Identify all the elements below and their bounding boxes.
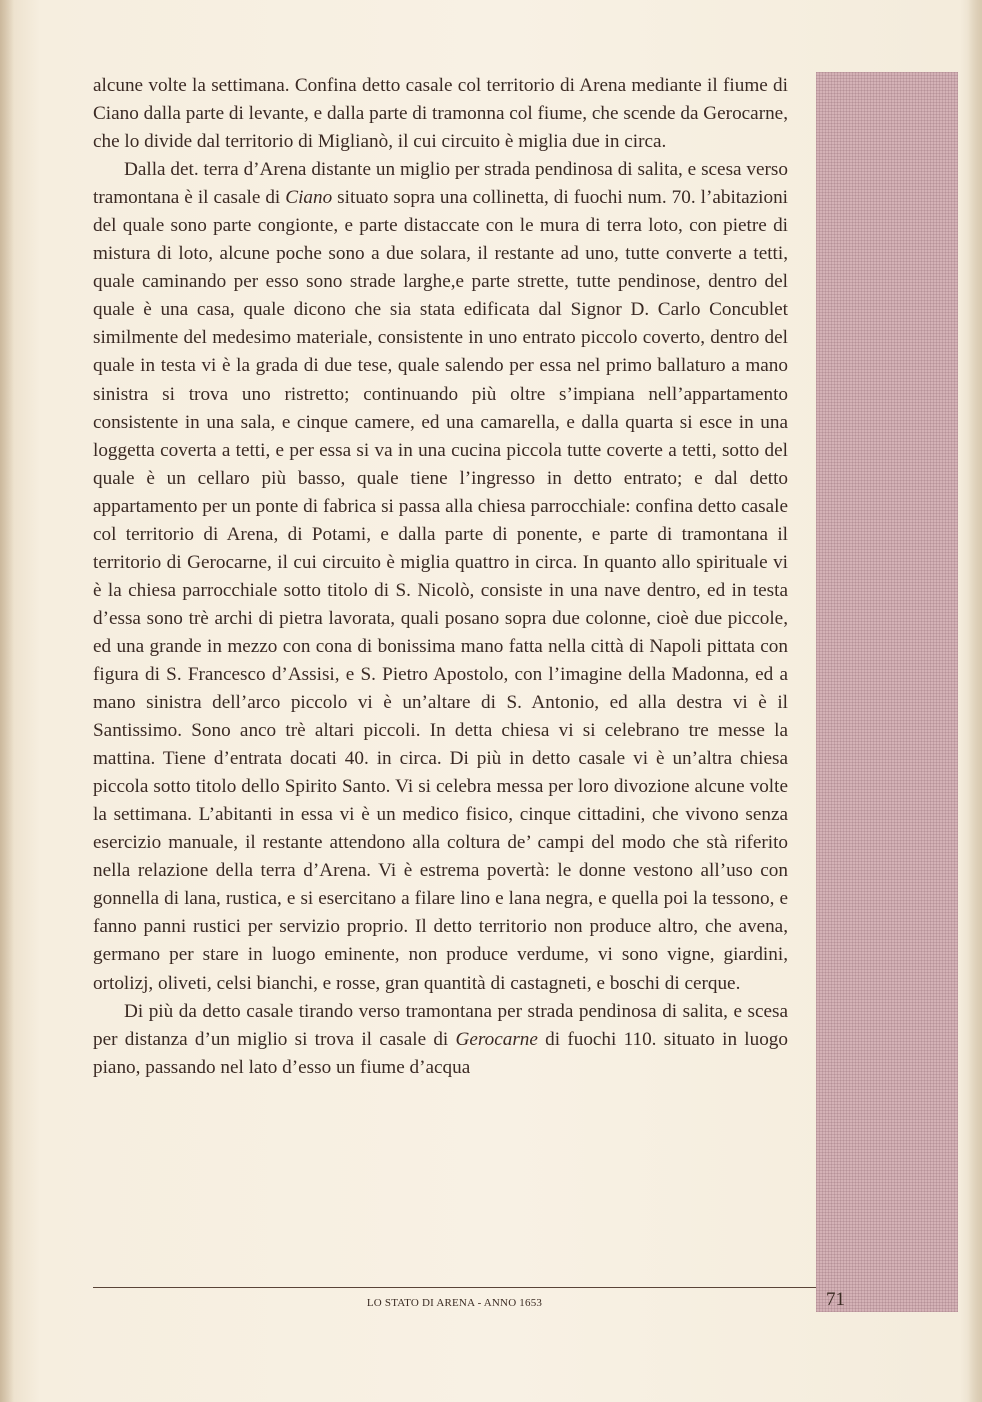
running-head: LO STATO DI ARENA - ANNO 1653 [366, 1297, 543, 1309]
page-edge [968, 0, 982, 1402]
footer-rule [93, 1287, 816, 1288]
paragraph-gerocarne [93, 998, 788, 1082]
paragraph-ciano [93, 156, 788, 997]
page-number: 71 [826, 1289, 845, 1310]
gutter-shadow [0, 0, 14, 1402]
paragraph-text: situato sopra una collinetta, di fuochi num. 70. l’abitazioni del quale sono parte congionte, e parte distaccate con le mura di terra loto, con pietre di mistura di loto, alcune poche sono a due solara, il restante ad uno, tutte converte a tetti, quale caminando per esso sono strade larghe,e parte strette, tutte pendinose, dentro del quale è una casa, quale dicono che sia stata edificata dal Signor D. Carlo Concublet similmente del medesimo materiale, consistente in uno entrato piccolo coverto, dentro del quale in testa vi è la grada di due tese, quale salendo per essa nel primo ballaturo a mano sinistra si trova uno ristretto; continuando più oltre s’impiana nell’appartamento consistente in una sala, e cinque camere, ed una camarella, e dalla quarta si esce in una loggetta coverta a tetti, e per essa si va in una cucina piccola tutte coverte a tetti, sotto del quale è un cellaro più basso, quale tiene l’ingresso in detto entrato; e dal detto appartamento per un ponte di fabrica si passa alla chiesa parrocchiale: confina detto casale col territorio di Arena, di Potami, e dalla parte di ponente, e parte di tramontana il territorio di Gerocarne, il cui circuito è miglia quattro in circa. In quanto allo spirituale vi è la chiesa parrocchiale sotto titolo di S. Nicolò, consiste in una nave dentro, ed in testa d’essa sono trè archi di pietra lavorata, quali posano sopra due colonne, cioè due piccole, ed una grande in mezzo con cona di bonissima mano fatta nella città di Napoli pittata con figura di S. Francesco d’Assisi, e S. Pietro Apostolo, con l’imagine della Madonna, ed a mano sinistra dell’arco piccolo vi è un’altare di S. Antonio, ed alla destra vi è il Santissimo. Sono anco trè altari piccoli. In detta chiesa vi si celebrano tre messe la mattina. Tiene d’entrata docati 40. in circa. Di più in detto casale vi è un’altra chiesa piccola sotto titolo dello Spirito Santo. Vi si celebra messa per loro divozione alcune volte la settimana. L’abitanti in essa vi è un medico fisico, cinque cittadini, che vivono senza esercizio manuale, il restante attendono alla coltura de’ campi del modo che stà riferito nella relazione della terra d’Arena. Vi è estrema povertà: le donne vestono all’uso con gonnella di lana, rustica, e si esercitano a filare lino e lana negra, e quella poi la tessono, e fanno panni rustici per servizio proprio. Il detto territorio non produce altro, che avena, germano per stare in luogo eminente, non produce verdume, vi sono vigne, giardini, ortolizj, oliveti, celsi bianchi, e rosse, gran quantità di castagneti, e boschi di cerque. [93, 187, 788, 994]
paragraph-text: di fuochi 110. situato in luogo piano, passando nel lato d’esso un fiume d’acqua [93, 1028, 788, 1078]
paragraph-text: Di più da detto casale tirando verso tramontana per strada pendinosa di salita, e scesa per distanza d’un miglio si trova il casale di [93, 1000, 788, 1050]
paragraph-text: Dalla det. terra d’Arena distante un miglio per strada pendinosa di salita, e scesa verso tramontana è il casale di [93, 159, 788, 209]
place-name-italic: Gerocarne [455, 1028, 538, 1050]
side-color-band [816, 72, 958, 1312]
place-name-italic: Ciano [285, 187, 333, 209]
body-text [93, 72, 788, 1082]
paragraph-continuation: alcune volte la settimana. Confina detto casale col territorio di Arena mediante il fiume di Ciano dalla parte di levante, e dalla parte di tramonna col fiume, che scende da Gerocarne, che lo divide dal territorio di Miglianò, il cui circuito è miglia due in circa. [93, 75, 788, 153]
